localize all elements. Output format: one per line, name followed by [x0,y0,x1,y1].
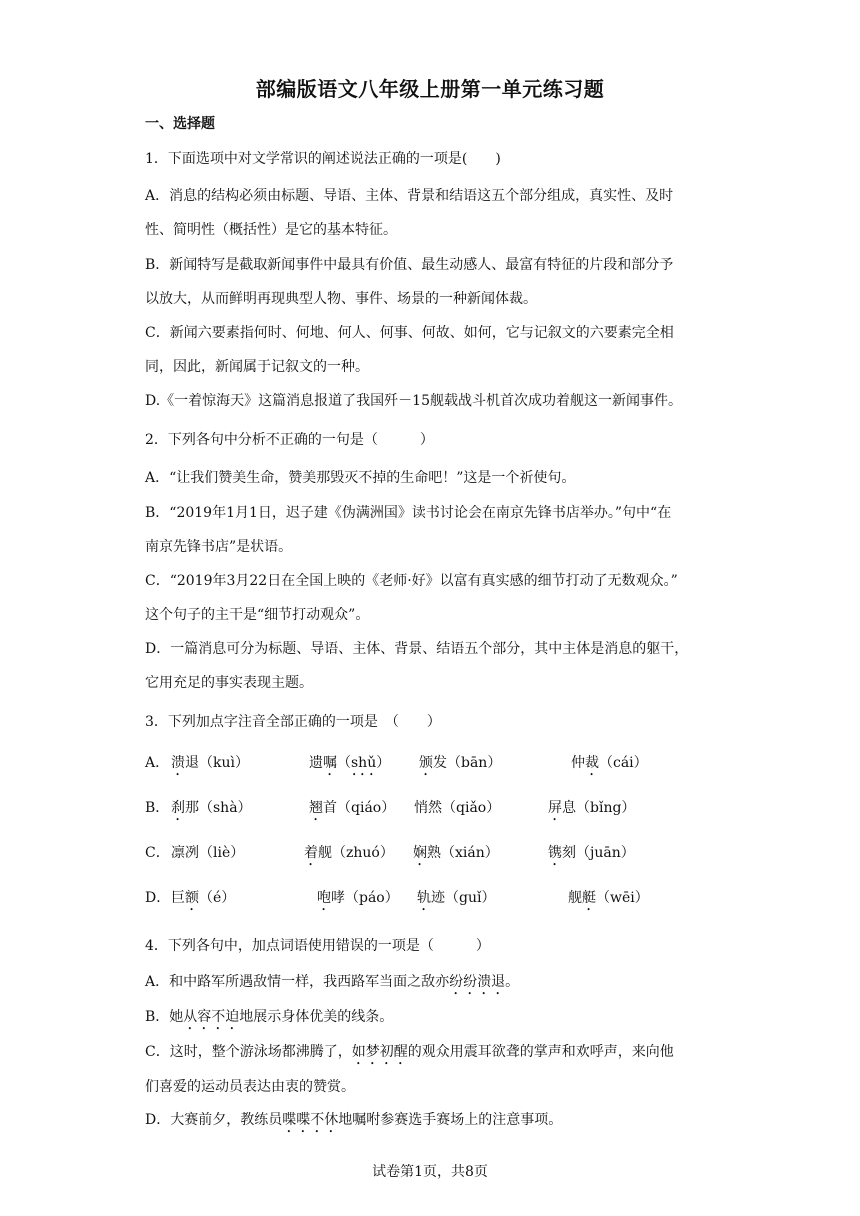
question-4-stem: 4．下列各句中，加点词语使用错误的一项是（ ） [145,938,490,954]
option-word: 舰艇（wēi） [568,890,649,906]
question-4-option-a: A．和中路军所遇敌情一样，我西路军当面之敌亦纷纷溃退。 [145,974,520,990]
question-1-option-b: B．新闻特写是截取新闻事件中最具有价值、最生动感人、最富有特征的片段和部分予 [145,257,674,273]
question-2-option-d: D．一篇消息可分为标题、导语、主体、背景、结语五个部分，其中主体是消息的躯干， [145,641,689,657]
section-heading: 一、选择题 [145,116,215,132]
question-4-option-d: D．大赛前夕，教练员喋喋不休地嘱咐参赛选手赛场上的注意事项。 [145,1112,563,1128]
option-label: A． [145,755,170,771]
option-word: 溃退（kuì） [171,755,249,771]
option-word: 凛冽（liè） [171,845,245,861]
question-4-option-b: B．她从容不迫地展示身体优美的线条。 [145,1009,394,1025]
question-1-stem: 1．下面选项中对文学常识的阐述说法正确的一项是( ) [145,151,501,167]
option-word: 娴熟（xián） [413,845,499,861]
option-word: 刹那（shà） [171,800,252,816]
page-title: 部编版语文八年级上册第一单元练习题 [255,77,605,101]
question-2-option-d-cont: 它用充足的事实表现主题。 [145,675,313,691]
question-1-option-c-cont: 同，因此，新闻属于记叙文的一种。 [145,359,369,375]
question-2-option-c: C．“2019年3月22日在全国上映的《老师·好》以富有真实感的细节打动了无数观众。” [145,573,678,589]
question-1-option-b-cont: 以放大，从而鲜明再现典型人物、事件、场景的一种新闻体裁。 [145,291,537,307]
option-word: 着舰（zhuó） [304,845,394,861]
option-label: C． [145,845,170,861]
option-word: 遗嘱（shǔ） [309,755,391,771]
option-word: 轨迹（guǐ） [417,890,496,906]
option-word: 巨额（é） [171,890,236,906]
question-2-stem: 2．下列各句中分析不正确的一句是（ ） [145,432,434,448]
question-2-option-a: A．“让我们赞美生命，赞美那毁灭不掉的生命吧！”这是一个祈使句。 [145,470,576,486]
option-word: 屏息（bǐng） [548,800,636,816]
question-4-option-c-cont: 们喜爱的运动员表达由衷的赞赏。 [145,1079,355,1095]
option-word: 悄然（qiǎo） [414,800,501,816]
option-word: 仲裁（cái） [571,755,648,771]
question-1-option-c: C．新闻六要素指何时、何地、何人、何事、何故、如何，它与记叙文的六要素完全相 [145,325,674,341]
option-word: 咆哮（páo） [317,890,399,906]
option-label: D． [145,890,171,906]
question-1-option-a: A．消息的结构必须由标题、导语、主体、背景和结语这五个部分组成，真实性、及时 [145,188,674,204]
question-2-option-b: B．“2019年1月1日，迟子建《伪满洲国》读书讨论会在南京先锋书店举办。”句中“在 [145,505,672,521]
option-word: 翘首（qiáo） [309,800,396,816]
option-word: 镌刻（juān） [548,845,635,861]
question-2-option-c-cont: 这个句子的主干是“细节打动观众”。 [145,607,370,623]
option-word: 颁发（bān） [419,755,502,771]
option-label: B． [145,800,170,816]
question-2-option-b-cont: 南京先锋书店”是状语。 [145,539,293,555]
question-1-option-a-cont: 性、简明性（概括性）是它的基本特征。 [145,222,397,238]
question-4-option-c: C．这时，整个游泳场都沸腾了，如梦初醒的观众用震耳欲聋的掌声和欢呼声，来向他 [145,1044,674,1060]
page-footer: 试卷第1页，共8页 [372,1164,488,1180]
question-1-option-d: D.《一着惊海天》这篇消息报道了我国歼－15舰载战斗机首次成功着舰这一新闻事件。 [145,393,682,409]
question-3-stem: 3．下列加点字注音全部正确的一项是 （ ） [145,714,441,730]
